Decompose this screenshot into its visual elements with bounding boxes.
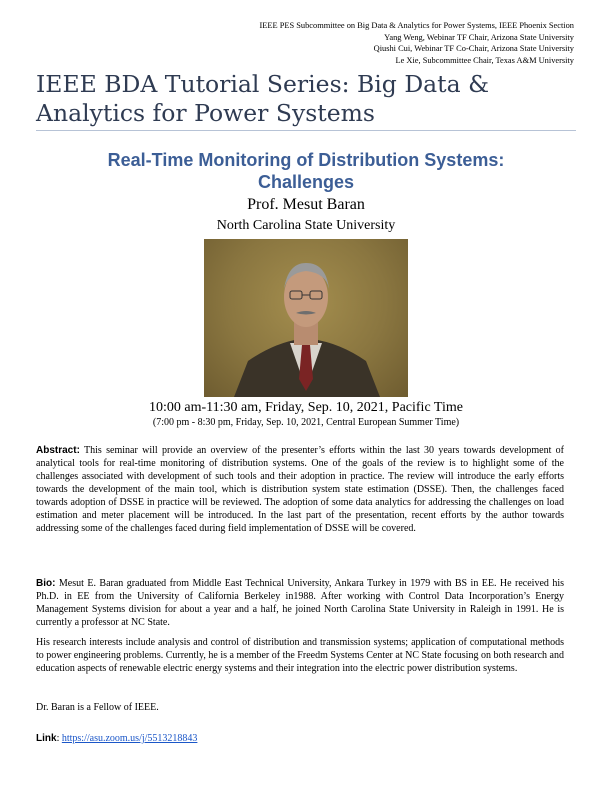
link-section bbox=[36, 732, 197, 745]
bio-research: His research interests include analysis and control of distribution and transmission systems; application of computational methods to power engineering problems. Currently, he is a member of the Freedm Systems Center at NC State focusing on both research and education aspects of renewable electric energy systems and their integration into the electric power distribution systems. bbox=[36, 637, 564, 674]
bio-text: Mesut E. Baran graduated from Middle East Technical University, Ankara Turkey in 1979 with BS in EE. He received his Ph.D. in EE from the University of California Berkeley in1988. After working with Control Data Incorporation’s Energy Management Systems division for about a year and a half, he joined North Carolina State University in Raleigh in 1991. He is currently a professor at NC State. bbox=[36, 578, 565, 628]
organizer-line: IEEE PES Subcommittee on Big Data & Analytics for Power Systems, IEEE Phoenix Section bbox=[259, 21, 574, 30]
speaker-photo bbox=[204, 239, 408, 397]
abstract-text: This seminar will provide an overview of the presenter’s efforts within the last 30 years towards development of analytical tools for real-time monitoring of distribution systems. One of the goals of the review is to highlight some of the challenges associated with development of such tools and their adoption in practice. The review will introduce the early efforts towards the development of the main tool, which is distribution system state estimation (DSSE). Then, the challenges faced towards adoption of DSSE in practice will be reviewed. The adoption of some data analytics for addressing the challenges on load estimation and meter placement will be introduced. In the last part of the presentation, recent efforts by the author towards addressing some of the challenges faced during field implementation of DSSE will be covered. bbox=[36, 445, 565, 534]
abstract-section bbox=[36, 444, 564, 535]
link-colon: : bbox=[56, 733, 62, 744]
bio-fellow: Dr. Baran is a Fellow of IEEE. bbox=[36, 702, 159, 713]
organizer-line: Qiushi Cui, Webinar TF Co-Chair, Arizona State University bbox=[373, 44, 574, 54]
organizer-line: Yang Weng, Webinar TF Chair, Arizona State University bbox=[384, 32, 574, 42]
talk-title-line: Challenges bbox=[257, 172, 355, 192]
speaker-affiliation: North Carolina State University bbox=[216, 218, 396, 233]
event-time: 10:00 am-11:30 am, Friday, Sep. 10, 2021, Pacific Time bbox=[149, 400, 463, 415]
speaker-portrait-image bbox=[204, 239, 408, 397]
abstract-label: Abstract: bbox=[36, 445, 80, 456]
zoom-link[interactable]: https://asu.zoom.us/j/5513218843 bbox=[61, 733, 198, 744]
organizer-line: Le Xie, Subcommittee Chair, Texas A&M University bbox=[395, 55, 574, 65]
talk-title bbox=[36, 149, 576, 193]
link-label: Link bbox=[36, 733, 57, 744]
bio-label: Bio: bbox=[36, 578, 56, 589]
series-title: IEEE BDA Tutorial Series: Big Data & Analytics for Power Systems bbox=[36, 70, 576, 131]
speaker-name: Prof. Mesut Baran bbox=[247, 196, 365, 213]
event-time-cest: (7:00 pm - 8:30 pm, Friday, Sep. 10, 2021, Central European Summer Time) bbox=[152, 417, 460, 428]
talk-title-line: Real-Time Monitoring of Distribution Systems: bbox=[107, 150, 505, 170]
organizer-header bbox=[260, 20, 575, 66]
bio-section bbox=[36, 577, 564, 629]
